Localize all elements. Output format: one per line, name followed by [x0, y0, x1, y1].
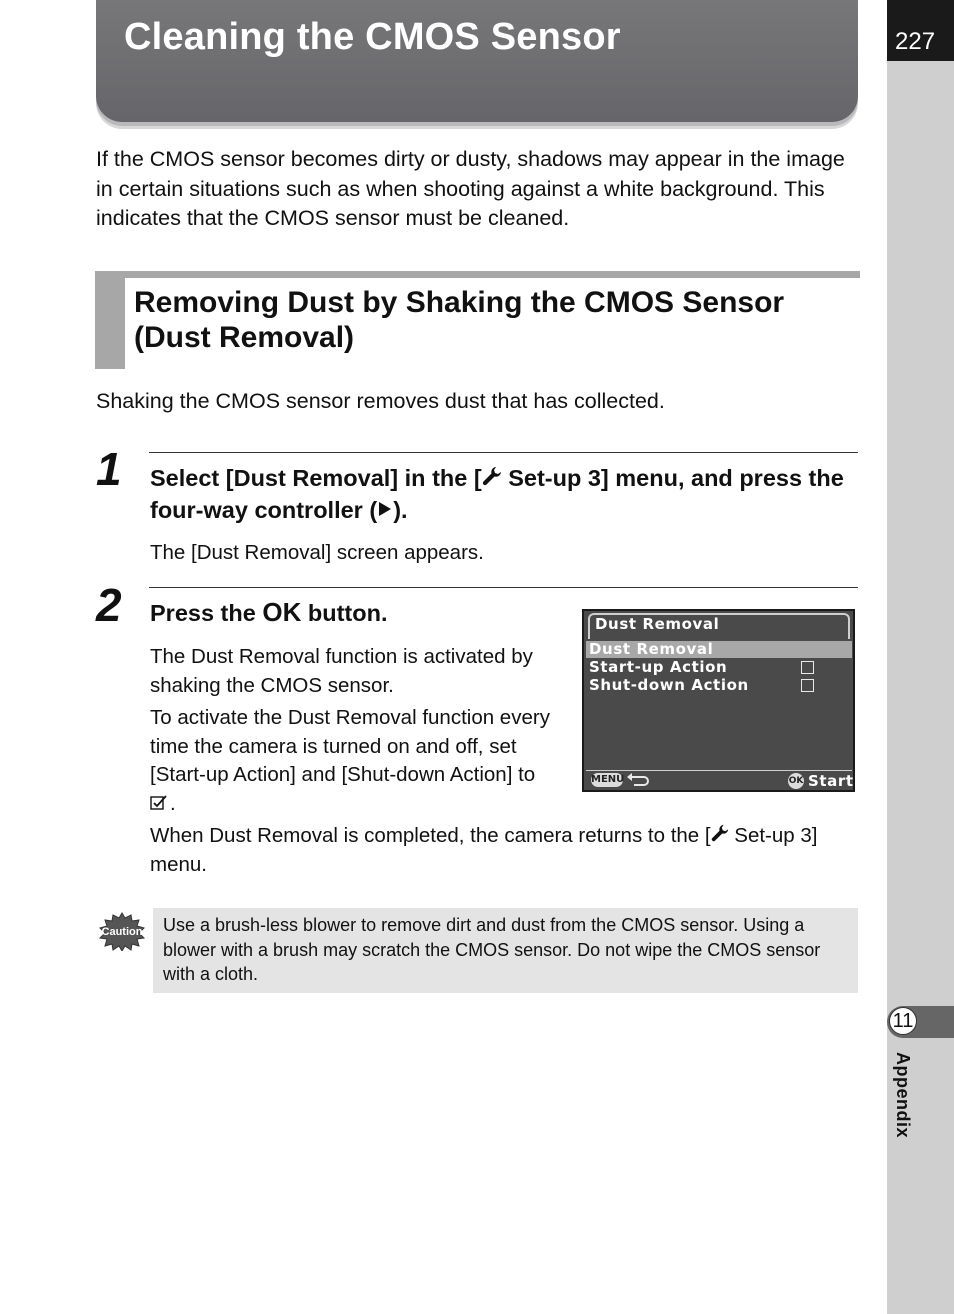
- menu-button[interactable]: MENU: [591, 774, 625, 785]
- page-number: 227: [895, 28, 936, 55]
- step-2-para3-text: When Dust Removal is completed, the camera returns to the [: [150, 824, 711, 847]
- step-1-heading-part2: Set-up 3] menu, and press the four-way controller (: [150, 465, 844, 523]
- back-arrow-icon: [626, 773, 652, 792]
- chapter-number: 11: [889, 1007, 917, 1035]
- step-1-heading-part1: Select [Dust Removal] in the [: [150, 465, 482, 491]
- step-1-body: The [Dust Removal] screen appears.: [150, 541, 484, 564]
- step-2-para1: The Dust Removal function is activated by shaking the CMOS sensor.: [150, 645, 533, 697]
- step-1-number: 1: [96, 443, 122, 495]
- wrench-icon: [711, 822, 729, 851]
- start-label: Start: [808, 772, 854, 790]
- camera-screen-inner: [584, 611, 853, 790]
- screen-item-dust-removal[interactable]: Dust Removal: [589, 640, 714, 658]
- caution-icon: [98, 911, 146, 956]
- page-title: Cleaning the CMOS Sensor: [124, 16, 621, 58]
- section-bar-top: [95, 271, 860, 278]
- step-2-number: 2: [96, 579, 122, 631]
- step-2-para3-end: Set-up 3] menu.: [150, 824, 818, 876]
- screen-divider: [586, 770, 852, 771]
- section-title: Removing Dust by Shaking the CMOS Sensor (Dust Removal): [134, 286, 785, 354]
- camera-screen: [582, 609, 855, 792]
- screen-tab-label: Dust Removal: [595, 615, 720, 633]
- step-2-para2-end: .: [170, 791, 176, 815]
- screen-item-startup-action[interactable]: Start-up Action: [589, 658, 728, 676]
- checked-box-icon: [150, 792, 170, 815]
- step-1-heading-part3: ).: [393, 497, 408, 523]
- step-1-heading: [150, 462, 860, 526]
- section-bar-left: [95, 271, 125, 369]
- shutdown-action-checkbox[interactable]: [801, 679, 814, 692]
- wrench-icon: [482, 462, 502, 494]
- step-2-rule: [149, 587, 858, 588]
- step-2-heading-after: button.: [301, 600, 388, 626]
- right-triangle-icon: [377, 497, 393, 523]
- screen-item-shutdown-action[interactable]: Shut-down Action: [589, 676, 749, 694]
- step-2-para3: [150, 822, 860, 879]
- caution-icon-label: Caution: [101, 926, 143, 938]
- step-1-rule: [149, 452, 858, 453]
- step-2-heading-before: Press the: [150, 600, 263, 626]
- ok-button[interactable]: OK: [788, 773, 804, 789]
- step-2-heading: [150, 596, 387, 629]
- step-2-para2-text: To activate the Dust Removal function every time the camera is turned on and off, set [Start-up Action] and [Shut-down Action] to: [150, 706, 550, 786]
- step-2-para2: [150, 704, 555, 818]
- caution-text: Use a brush-less blower to remove dirt and dust from the CMOS sensor. Using a blower with a brush may scratch the CMOS sensor. Do not wipe the CMOS sensor with a cloth.: [163, 915, 821, 984]
- startup-action-checkbox[interactable]: [801, 661, 814, 674]
- chapter-label: Appendix: [893, 1052, 913, 1139]
- intro-paragraph: If the CMOS sensor becomes dirty or dusty, shadows may appear in the image in certain situations such as when shooting against a white background. This indicates that the CMOS sensor must be cleaned.: [96, 147, 845, 230]
- section-intro: Shaking the CMOS sensor removes dust that has collected.: [96, 389, 665, 413]
- ok-button-glyph: OK: [262, 597, 302, 627]
